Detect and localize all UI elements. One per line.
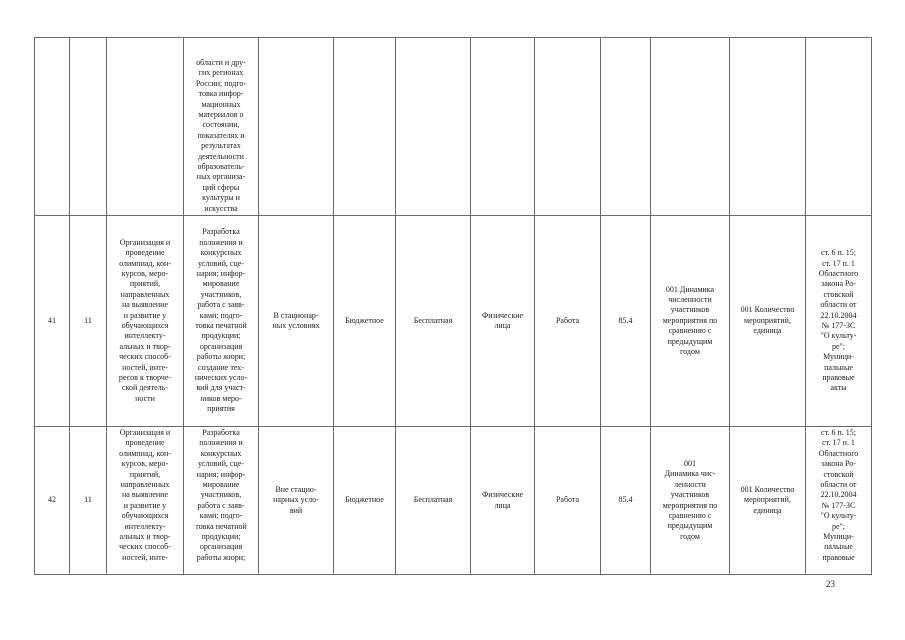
cell-volume: 001 Количество мероприятий, единица (730, 427, 806, 575)
cell-okved: 85.4 (601, 427, 651, 575)
cell-okved: 85.4 (601, 216, 651, 427)
cell-content: области и дру- гих регионах России; подго- товка инфор- мационных материалов о состоянии, показателях и результатах деятельности образователь- ных организа- ций сферы культуры и искусства (184, 38, 259, 216)
cell-payment: Бесплатная (396, 216, 471, 427)
cell-no (35, 38, 70, 216)
cell-content: Разработка положения и конкурсных условий, сце- нария; инфор- мирование участников, работа с заяв- ками; подго- товка печатной продукции; организация работы жюри; (184, 427, 259, 575)
cell-consumers: Физические лица (471, 427, 535, 575)
cell-conditions: Вне стацио- нарных усло- вий (259, 427, 334, 575)
cell-type: Работа (535, 216, 601, 427)
cell-legal (806, 38, 872, 216)
cell-financing (334, 38, 396, 216)
table-row (35, 216, 872, 427)
cell-name: Организация и проведение олимпиад, кон- курсов, меро- приятий, направленных на выявление и развитие у обучающихся интеллекту- альных и твор- ческих способ- ностей, инте- ресов к творче- ской деятель- ности (107, 216, 184, 427)
cell-code (70, 38, 107, 216)
cell-consumers: Физические лица (471, 216, 535, 427)
cell-quality: 001 Динамика численности участников мероприятия по сравнению с предыдущим годом (651, 216, 730, 427)
cell-okved (601, 38, 651, 216)
services-table (34, 37, 872, 575)
cell-conditions (259, 38, 334, 216)
cell-type (535, 38, 601, 216)
cell-quality (651, 38, 730, 216)
cell-no: 42 (35, 427, 70, 575)
cell-code: 11 (70, 216, 107, 427)
cell-type: Работа (535, 427, 601, 575)
cell-financing: Бюджетное (334, 427, 396, 575)
cell-quality: 001 Динамика чис- ленности участников мероприятия по сравнению с предыдущим годом (651, 427, 730, 575)
cell-legal: ст. 6 п. 15; ст. 17 п. 1 Областного закона Ро- стовской области от 22.10.2004 № 177-ЗС "О культу- ре"; Муници- пальные правовые (806, 427, 872, 575)
cell-payment (396, 38, 471, 216)
cell-content: Разработка положения и конкурсных условий, сце- нария; инфор- мирование участников, работа с заяв- ками; подго- товка печатной продукции; организация работы жюри; создание тех- нических усло- вий для участ- ников меро- приятия (184, 216, 259, 427)
cell-no: 41 (35, 216, 70, 427)
cell-name (107, 38, 184, 216)
cell-consumers (471, 38, 535, 216)
cell-financing: Бюджетное (334, 216, 396, 427)
cell-name: Организация и проведение олимпиад, кон- курсов, меро- приятий, направленных на выявление и развитие у обучающихся интеллекту- альных и твор- ческих способ- ностей, инте- (107, 427, 184, 575)
cell-volume: 001 Количество мероприятий, единица (730, 216, 806, 427)
cell-payment: Бесплатная (396, 427, 471, 575)
cell-volume (730, 38, 806, 216)
table-row (35, 38, 872, 216)
cell-legal: ст. 6 п. 15; ст. 17 п. 1 Областного закона Ро- стовской области от 22.10.2004 № 177-ЗС "О культу- ре"; Муници- пальные правовые акты (806, 216, 872, 427)
cell-code: 11 (70, 427, 107, 575)
table-row (35, 427, 872, 575)
cell-conditions: В стационар- ных условиях (259, 216, 334, 427)
page-number: 23 (826, 579, 835, 589)
